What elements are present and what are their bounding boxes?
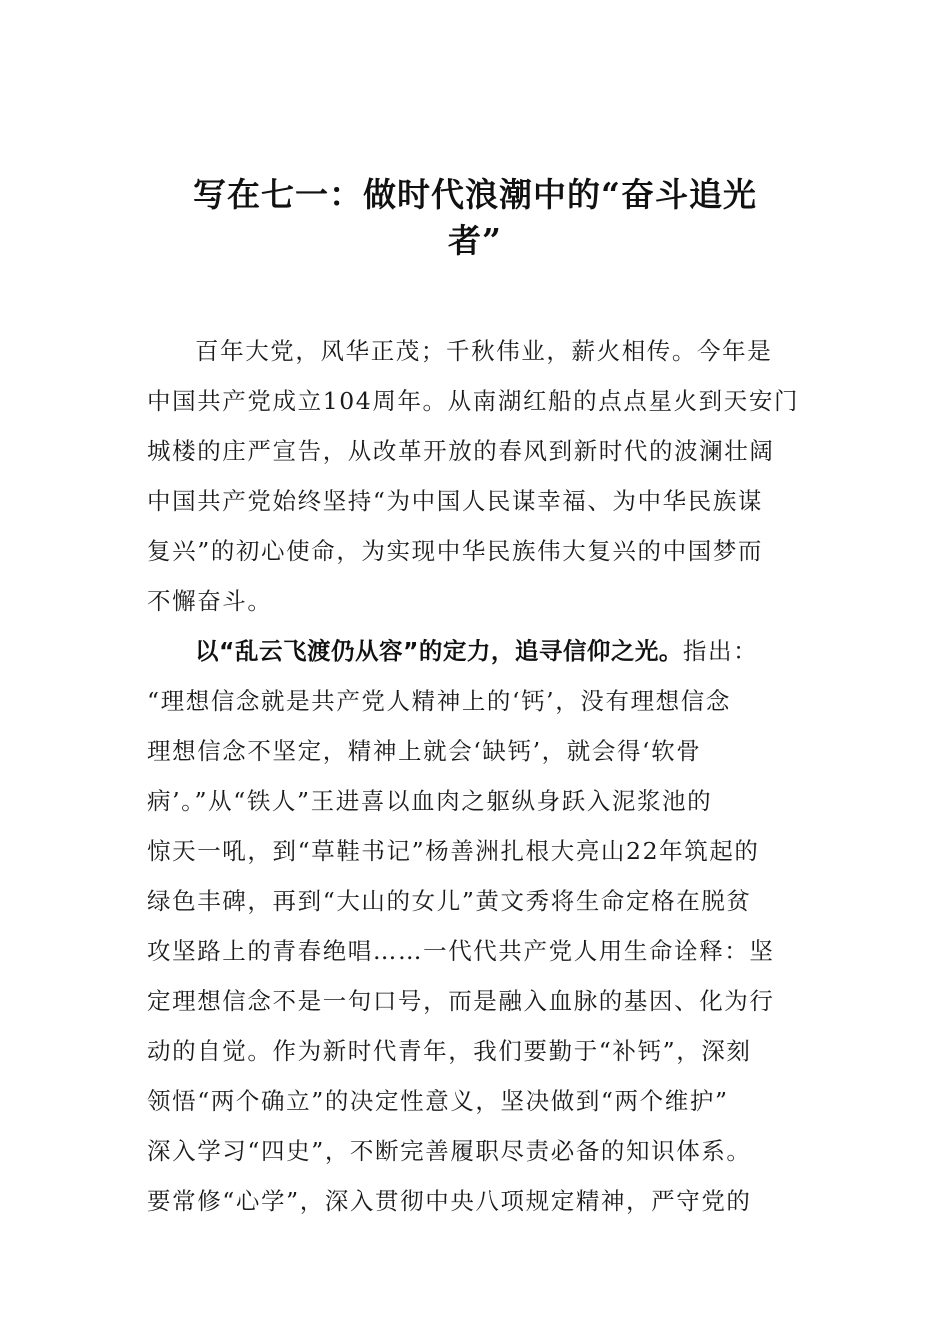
- paragraph-2-line: 绿色丰碑，再到“大山的女儿”黄文秀将生命定格在脱贫: [147, 887, 752, 915]
- paragraph-2-line: 病’。”从“铁人”王进喜以血肉之躯纵身跃入泥浆池的: [147, 787, 713, 815]
- paragraph-1-line: 不懈奋斗。: [147, 587, 273, 615]
- paragraph-2-line: 惊天一吼，到“草鞋书记”杨善洲扎根大亮山22年筑起的: [147, 837, 760, 865]
- document-body: [147, 326, 812, 1226]
- paragraph-1-line: 中国共产党始终坚持“为中国人民谋幸福、为中华民族谋: [147, 487, 764, 515]
- paragraph-2-line: 动的自觉。作为新时代青年，我们要勤于“补钙”，深刻: [147, 1037, 752, 1065]
- paragraph-1-line: 中国共产党成立104周年。从南湖红船的点点星火到天安门: [147, 387, 800, 415]
- paragraph-2-bold-lead: 以“乱云飞渡仍从容”的定力，追寻信仰之光。: [195, 637, 683, 665]
- paragraph-2-line: 定理想信念不是一句口号，而是融入血脉的基因、化为行: [147, 987, 775, 1015]
- document-title: [150, 172, 800, 264]
- paragraph-2-line: 深入学习“四史”，不断完善履职尽责必备的知识体系。: [147, 1137, 752, 1165]
- paragraph-1-line: 复兴”的初心使命，为实现中华民族伟大复兴的中国梦而: [147, 537, 764, 565]
- paragraph-2-lead-line: [147, 626, 812, 676]
- paragraph-2-line: 攻坚路上的青春绝唱……一代代共产党人用生命诠释：坚: [147, 937, 775, 965]
- title-line-2: 者”: [448, 221, 502, 260]
- paragraph-1-line: 城楼的庄严宣告，从改革开放的春风到新时代的波澜壮阔: [147, 437, 775, 465]
- title-line-1: 写在七一：做时代浪潮中的“奋斗追光: [193, 175, 757, 214]
- paragraph-1-line: 百年大党，风华正茂；千秋伟业，薪火相传。今年是: [195, 337, 773, 365]
- paragraph-2-line: 领悟“两个确立”的决定性意义，坚决做到“两个维护”: [147, 1087, 729, 1115]
- paragraph-2-line: 要常修“心学”，深入贯彻中央八项规定精神，严守党的: [147, 1187, 752, 1215]
- paragraph-2-line: 理想信念不坚定，精神上就会‘缺钙’，就会得‘软骨: [147, 737, 702, 765]
- paragraph-2-line: “理想信念就是共产党人精神上的‘钙’，没有理想信念: [147, 687, 731, 715]
- paragraph-2-lead-rest: 指出：: [682, 637, 759, 665]
